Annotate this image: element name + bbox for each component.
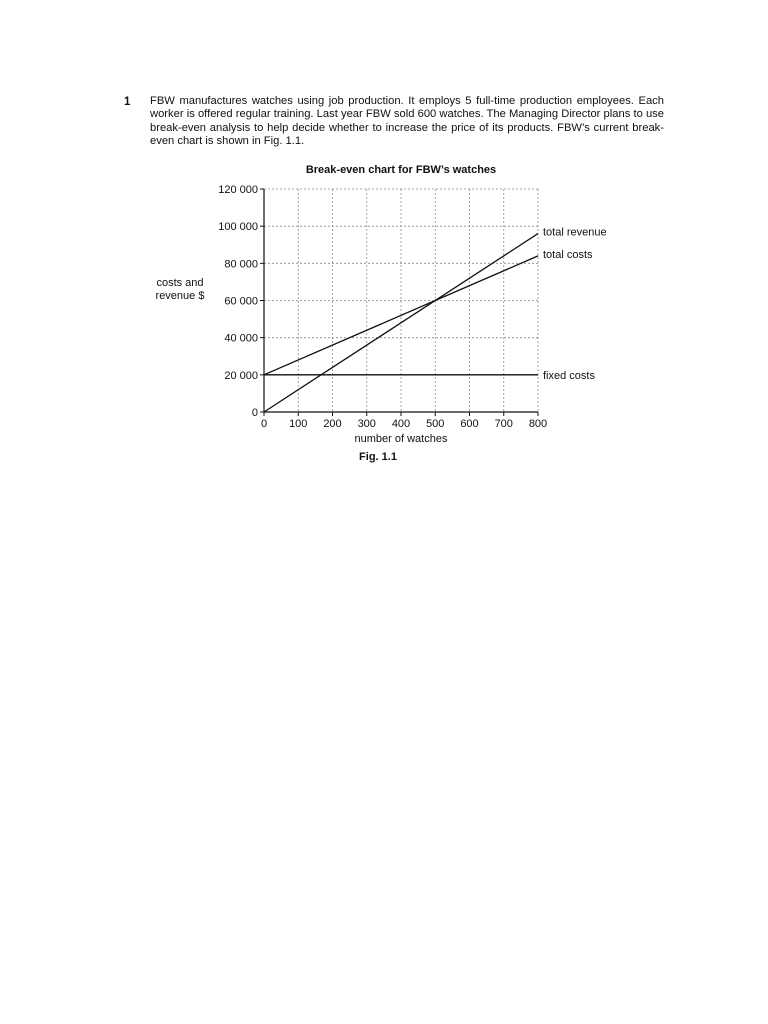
y-tick-label: 80 000 [224,258,258,271]
grid [264,189,538,412]
question-number: 1 [124,96,131,108]
x-tick-label: 100 [289,418,308,430]
y-tick-label: 20 000 [224,369,258,382]
y-tick-label: 40 000 [224,332,258,345]
x-tick-label: 200 [323,418,342,430]
y-axis-label-line-2: revenue $ [155,290,205,302]
x-tick-label: 300 [357,418,376,430]
y-tick-label: 0 [251,407,258,419]
x-tick-label: 500 [426,418,445,430]
axis-labels [218,184,606,430]
y-tick-label: 120 000 [218,184,258,196]
axes [260,189,538,416]
x-tick-label: 400 [391,418,411,430]
x-tick-label: 800 [528,418,548,430]
y-tick-label: 60 000 [224,295,258,308]
series-label-total-costs: total costs [543,248,593,261]
x-tick-label: 0 [260,418,268,430]
x-tick-label: 700 [494,418,513,430]
y-axis-label-line-1: costs and [156,277,204,289]
x-tick-label: 600 [460,418,479,430]
x-axis-label: number of watches [354,433,448,445]
figure-caption: Fig. 1.1 [359,451,397,463]
series-label-fixed-costs: fixed costs [543,369,595,382]
chart-title: Break-even chart for FBW’s watches [305,164,497,176]
break-even-chart [0,0,768,480]
series-label-total-revenue: total revenue [543,226,607,239]
y-tick-label: 100 000 [218,221,258,234]
question-text: FBW manufactures watches using job production. It employs 5 full-time production employees. Each worker is offered regular training. Last year FBW sold 600 watches. The Managing Director plans to use break-even analysis to help decide whether to increase the price of its products. FBW’s current break-even chart is shown in Fig. 1.1. [150,95,664,148]
